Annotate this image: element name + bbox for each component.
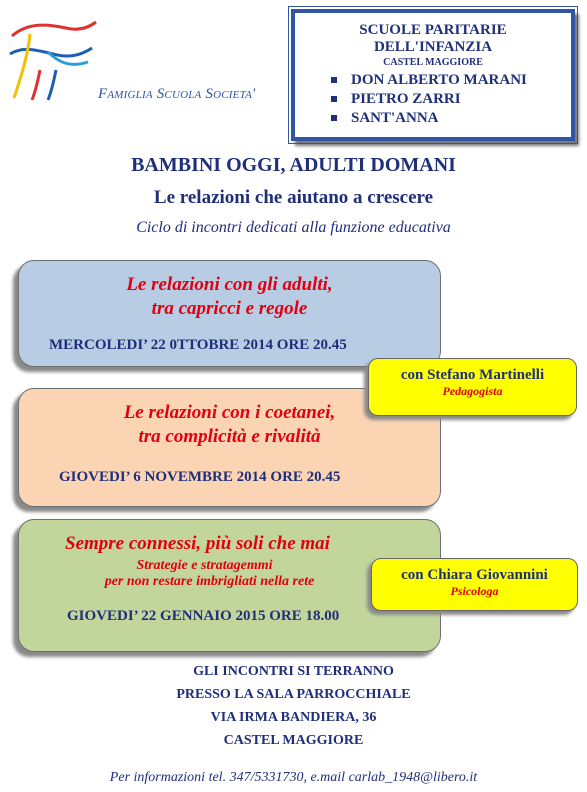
event-sub-line2: per non restare imbrigliati nella rete xyxy=(104,574,315,589)
event-sub-line1: Strategie e stratagemmi xyxy=(136,558,273,573)
event-title-line2: tra capricci e regole xyxy=(151,298,308,319)
page-subtitle: Le relazioni che aiutano a crescere xyxy=(153,187,434,208)
speaker-box-2 xyxy=(371,558,578,611)
venue-info xyxy=(0,660,587,752)
logo-text: Famiglia Scuola Societa' xyxy=(98,86,256,102)
bullet-icon xyxy=(331,115,337,121)
speaker-name: con Chiara Giovannini xyxy=(401,567,548,583)
schools-box xyxy=(291,9,575,141)
venue-line4: CASTEL MAGGIORE xyxy=(223,733,364,748)
speaker-role: Psicologa xyxy=(450,584,499,598)
cycle-description: Ciclo di incontri dedicati alla funzione educativa xyxy=(136,219,451,236)
fss-logo xyxy=(8,14,98,109)
speaker-name: con Stefano Martinelli xyxy=(400,367,545,383)
page-title: BAMBINI OGGI, ADULTI DOMANI xyxy=(131,154,456,176)
event-title-line2: tra complicità e rivalità xyxy=(138,426,321,447)
school-item xyxy=(331,71,571,90)
event-date: GIOVEDI’ 22 GENNAIO 2015 ORE 18.00 xyxy=(67,608,340,624)
event-date: GIOVEDI’ 6 NOVEMBRE 2014 ORE 20.45 xyxy=(59,469,341,485)
speaker-box-1 xyxy=(368,358,577,416)
schools-list xyxy=(295,71,571,128)
event-date: MERCOLEDI’ 22 0TTOBRE 2014 ORE 20.45 xyxy=(49,337,347,353)
contact-info: Per informazioni tel. 347/5331730, e.mail carlab_1948@libero.it xyxy=(109,770,478,785)
venue-line2: PRESSO LA SALA PARROCCHIALE xyxy=(176,687,411,702)
venue-line1: GLI INCONTRI SI TERRANNO xyxy=(193,664,394,679)
event-title-line1: Le relazioni con gli adulti, xyxy=(126,274,333,295)
schools-town: CASTEL MAGGIORE xyxy=(383,57,483,68)
event-panel-1 xyxy=(18,260,441,367)
bullet-icon xyxy=(331,77,337,83)
fss-logo-icon xyxy=(8,14,98,109)
school-name: PIETRO ZARRI xyxy=(351,91,461,107)
school-name: DON ALBERTO MARANI xyxy=(351,72,527,88)
speaker-role: Pedagogista xyxy=(442,384,503,398)
school-item xyxy=(331,90,571,109)
venue-line3: VIA IRMA BANDIERA, 36 xyxy=(210,710,377,725)
schools-line1: SCUOLE PARITARIE xyxy=(359,22,507,38)
school-item xyxy=(331,109,571,128)
school-name: SANT'ANNA xyxy=(351,110,439,126)
bullet-icon xyxy=(331,96,337,102)
schools-line2: DELL'INFANZIA xyxy=(373,39,493,55)
event-title-line1: Sempre connessi, più soli che mai xyxy=(65,533,330,554)
event-title-line1: Le relazioni con i coetanei, xyxy=(123,402,336,423)
